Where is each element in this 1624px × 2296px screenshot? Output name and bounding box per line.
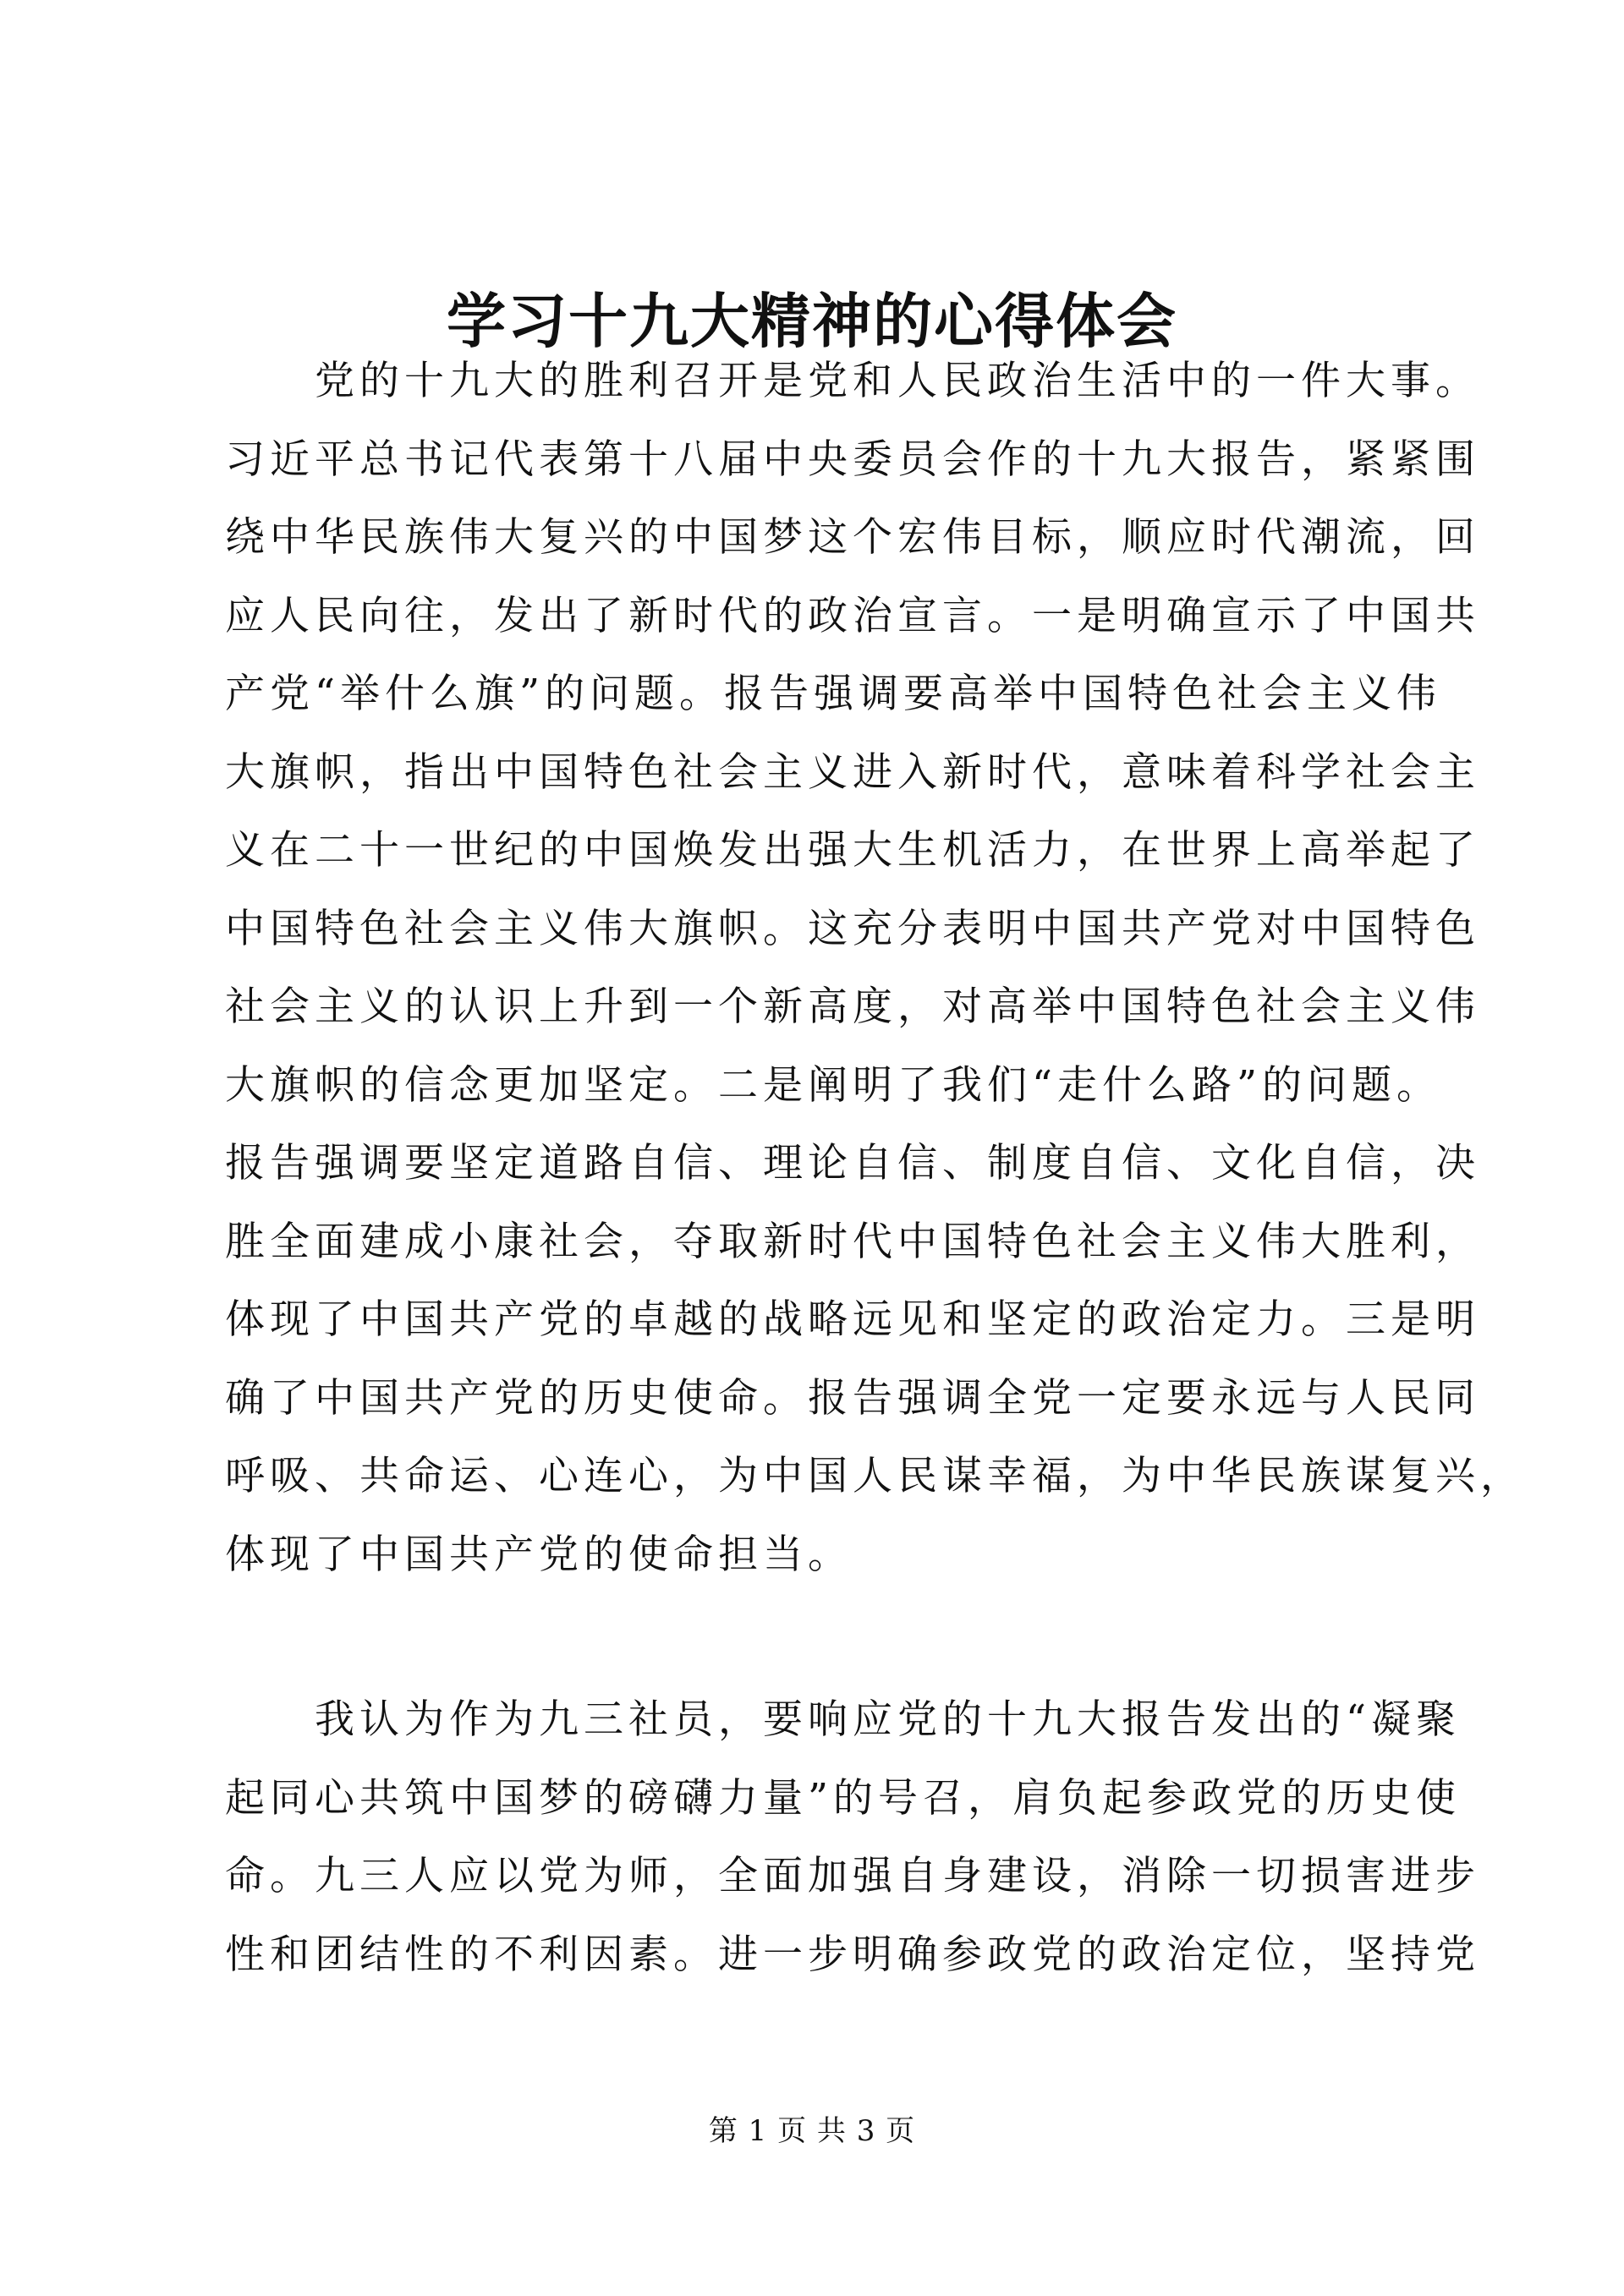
paragraph-line: 性和团结性的不利因素。进一步明确参政党的政治定位，坚持党 bbox=[225, 1931, 1480, 1978]
document-title: 学习十九大精神的心得体会 bbox=[447, 286, 1177, 356]
paragraph-line: 呼吸、共命运、心连心，为中国人民谋幸福，为中华民族谋复兴， bbox=[225, 1453, 1525, 1499]
paragraph-line: 义在二十一世纪的中国焕发出强大生机活力，在世界上高举起了 bbox=[225, 827, 1480, 874]
paragraph-line: 党的十九大的胜利召开是党和人民政治生活中的一件大事。 bbox=[225, 358, 1480, 404]
paragraph-line: 大旗帜，指出中国特色社会主义进入新时代，意味着科学社会主 bbox=[225, 748, 1480, 796]
paragraph-line: 习近平总书记代表第十八届中央委员会作的十九大报告，紧紧围 bbox=[225, 436, 1480, 483]
page-footer: 第 1 页 共 3 页 bbox=[708, 2114, 916, 2148]
paragraph-line: 胜全面建成小康社会，夺取新时代中国特色社会主义伟大胜利， bbox=[225, 1218, 1480, 1265]
paragraph-line: 确了中国共产党的历史使命。报告强调全党一定要永远与人民同 bbox=[225, 1374, 1480, 1422]
paragraph-line: 报告强调要坚定道路自信、理论自信、制度自信、文化自信，决 bbox=[225, 1140, 1480, 1186]
paragraph-line: 起同心共筑中国梦的磅礴力量”的号召，肩负起参政党的历史使 bbox=[225, 1774, 1462, 1822]
paragraph-line: 命。九三人应以党为师，全面加强自身建设，消除一切损害进步 bbox=[225, 1853, 1480, 1899]
paragraph-line: 产党“举什么旗”的问题。报告强调要高举中国特色社会主义伟 bbox=[225, 671, 1442, 717]
paragraph-line: 社会主义的认识上升到一个新高度，对高举中国特色社会主义伟 bbox=[225, 984, 1480, 1030]
paragraph-line: 我认为作为九三社员，要响应党的十九大报告发出的“凝聚 bbox=[225, 1696, 1462, 1743]
paragraph-line: 中国特色社会主义伟大旗帜。这充分表明中国共产党对中国特色 bbox=[225, 905, 1480, 952]
paragraph-line: 绕中华民族伟大复兴的中国梦这个宏伟目标，顺应时代潮流，回 bbox=[225, 514, 1480, 561]
paragraph-2 bbox=[225, 1681, 1480, 1994]
paragraph-1 bbox=[225, 342, 1525, 1594]
paragraph-line: 体现了中国共产党的使命担当。 bbox=[225, 1531, 853, 1578]
paragraph-line: 体现了中国共产党的卓越的战略远见和坚定的政治定力。三是明 bbox=[225, 1296, 1480, 1343]
paragraph-line: 应人民向往，发出了新时代的政治宣言。一是明确宣示了中国共 bbox=[225, 592, 1480, 639]
paragraph-line: 大旗帜的信念更加坚定。二是阐明了我们“走什么路”的问题。 bbox=[225, 1061, 1442, 1109]
